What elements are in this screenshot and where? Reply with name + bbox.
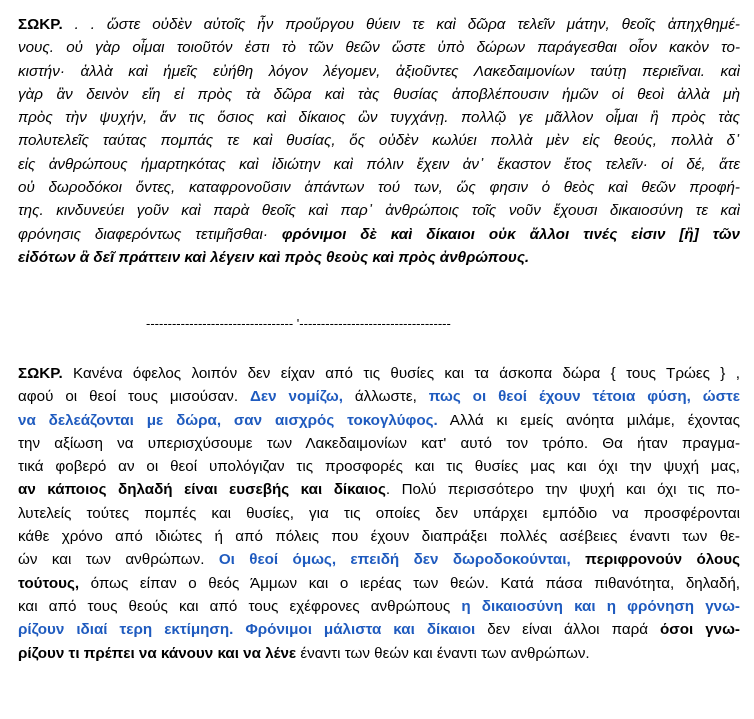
text-line: ΣΩΚΡ. . . ὥστε οὐδὲν αὐτοῖς ἦν προὔργου θύειν τε καὶ δῶρα τελεῖν μάτην, θεοῖς ἀπηχθημέ- bbox=[18, 16, 740, 33]
text-line: φρόνησις διαφερόντως τετιμῆσθαι· φρόνιμοι δὲ καὶ δίκαιοι οὐκ ἄλλοι τινές εἰσιν [ἢ] τῶν bbox=[18, 225, 740, 243]
text-line: τούτους, όπως είπαν ο θεός Άμμων και ο ιερέας των θεών. Κατά πάσα πιθανότητα, δηλαδή, bbox=[18, 574, 740, 592]
text-line: της. κινδυνεύει γοῦν καὶ παρὰ θεοῖς καὶ παρ᾽ ἀνθρώποις τοῖς νοῦν ἔχουσι δικαιοσύνη τε καὶ bbox=[18, 202, 740, 220]
text-line: κάθε χρόνο από ιδιώτες ή από πόλεις που έχουν διαπράξει πολλές ασέβειες έναντι των θε- bbox=[18, 528, 740, 546]
text-line: αφού οι θεοί τους μισούσαν. Δεν νομίζω, άλλωστε, πως οι θεοί έχουν τέτοια φύση, ώστε bbox=[18, 388, 740, 406]
text-line: ρίζουν ιδιαί τερη εκτίμηση. Φρόνιμοι μάλιστα και δίκαιοι δεν είναι άλλοι παρά όσοι γνω- bbox=[18, 621, 740, 639]
text-line: τικά φοβερό αν οι θεοί υπολόγιζαν τις προσφορές και τις θυσίες μας και όχι την ψυχή μας, bbox=[18, 458, 740, 476]
text-line: ρίζουν τι πρέπει να κάνουν και να λένε έναντι των θεών και έναντι των ανθρώπων. bbox=[18, 644, 590, 662]
highlight: πως οι θεοί έχουν τέτοια φύση, ώστε bbox=[428, 388, 740, 406]
text-line: ΣΩΚΡ. Κανένα όφελος λοιπόν δεν είχαν από τις θυσίες και τα άσκοπα δώρα { τους Τρώες } , bbox=[18, 365, 740, 382]
highlight: η δικαιοσύνη και η φρόνηση γνω- bbox=[461, 597, 740, 615]
separator-line: ---------------------------------- '----------------------------------- bbox=[146, 316, 451, 331]
text-line: την αξίωση να υπερισχύσουμε των Λακεδαιμονίων κατ' αυτό τον τρόπο. Θα ήταν πραγμα- bbox=[18, 434, 740, 452]
speaker-label: ΣΩΚΡ. bbox=[18, 16, 63, 33]
text-line: κιστήν· ἀλλὰ καὶ ἡμεῖς εὐήθη λόγον λέγομεν, ἀξιοῦντες Λακεδαιμονίων ταύτῃ περιεῖναι. καὶ bbox=[18, 62, 740, 80]
text-line: νους. οὐ γὰρ οἶμαι τοιοῦτόν ἐστι τὸ τῶν θεῶν ὥστε ὑπὸ δώρων παράγεσθαι οἷον κακὸν το- bbox=[18, 39, 740, 57]
highlight: να δελεάζονται με δώρα, σαν αισχρός τοκογλύφος. bbox=[18, 411, 438, 429]
emphasis: ρίζουν τι πρέπει να κάνουν και να λένε bbox=[18, 644, 297, 662]
text-line: λυτελείς τούτες πομπές και θυσίες, για τις οποίες δεν υπάρχει εμπόδιο να προσφέρονται bbox=[18, 504, 740, 522]
emphasis: τούτους, bbox=[18, 574, 80, 592]
emphasis: αν κάποιος δηλαδή είναι ευσεβής και δίκαιος bbox=[18, 481, 386, 499]
emphasis: όσοι γνω- bbox=[660, 621, 740, 639]
highlight: ρίζουν ιδιαί τερη εκτίμηση. Φρόνιμοι μάλιστα και δίκαιοι bbox=[18, 621, 476, 639]
ancient-greek-paragraph bbox=[18, 13, 740, 269]
speaker-label: ΣΩΚΡ. bbox=[18, 365, 63, 382]
text-line: και από τους θεούς και από τους εχέφρονες ανθρώπους η δικαιοσύνη και η φρόνηση γνω- bbox=[18, 597, 740, 615]
highlight: Δεν νομίζω, bbox=[250, 388, 343, 406]
text-line: οὐ δωροδόκοι ὄντες, καταφρονοῦσιν ἁπάντων τού των, ὥς φησιν ὁ θεὸς καὶ θεῶν προφή- bbox=[18, 179, 740, 197]
text-line: αν κάποιος δηλαδή είναι ευσεβής και δίκαιος. Πολύ περισσότερο την ψυχή και όχι τις πο- bbox=[18, 481, 741, 499]
highlight: Οι θεοί όμως, επειδή δεν δωροδοκούνται, bbox=[218, 551, 571, 569]
text-line: πρὸς τὴν ψυχήν, ἄν τις ὅσιος καὶ δίκαιος ὢν τυγχάνῃ. πολλῷ γε μᾶλλον οἶμαι ἢ πρὸς τὰς bbox=[18, 109, 740, 127]
text-line bbox=[18, 246, 740, 269]
text-line: γὰρ ἂν δεινὸν εἴη εἰ πρὸς τὰ δῶρα καὶ τὰς θυσίας ἀποβλέπουσιν ἡμῶν οἱ θεοὶ ἀλλὰ μὴ bbox=[18, 85, 740, 103]
text-line: να δελεάζονται με δώρα, σαν αισχρός τοκογλύφος. Αλλά κι εμείς ανόητα μιλάμε, έχοντας bbox=[18, 411, 740, 429]
emphasis: φρόνιμοι δὲ καὶ δίκαιοι οὐκ ἄλλοι τινές εἰσιν [ἢ] τῶν bbox=[281, 225, 740, 243]
text-line: πολυτελεῖς ταύτας πομπάς τε καὶ θυσίας, ὅς οὐδὲν κωλύει πολλὰ μὲν εἰς θεούς, πολλὰ δ᾽ bbox=[18, 132, 740, 150]
emphasis: περιφρονούν όλους bbox=[570, 551, 741, 569]
modern-greek-paragraph bbox=[18, 362, 740, 665]
text-line: ών και των ανθρώπων. Οι θεοί όμως, επειδή δεν δωροδοκούνται, περιφρονούν όλους bbox=[18, 551, 741, 569]
emphasis: εἰδότων ἃ δεῖ πράττειν καὶ λέγειν καὶ πρὸς θεοὺς καὶ πρὸς ἀνθρώπους. bbox=[18, 248, 530, 266]
text-line: εἰς ἀνθρώπους ἡμαρτηκότας καὶ ἰδιώτην καὶ πόλιν ἔχειν ἀν᾽ ἕκαστον ἔτος τελεῖν· οἱ δέ, ἅτε bbox=[18, 155, 740, 173]
